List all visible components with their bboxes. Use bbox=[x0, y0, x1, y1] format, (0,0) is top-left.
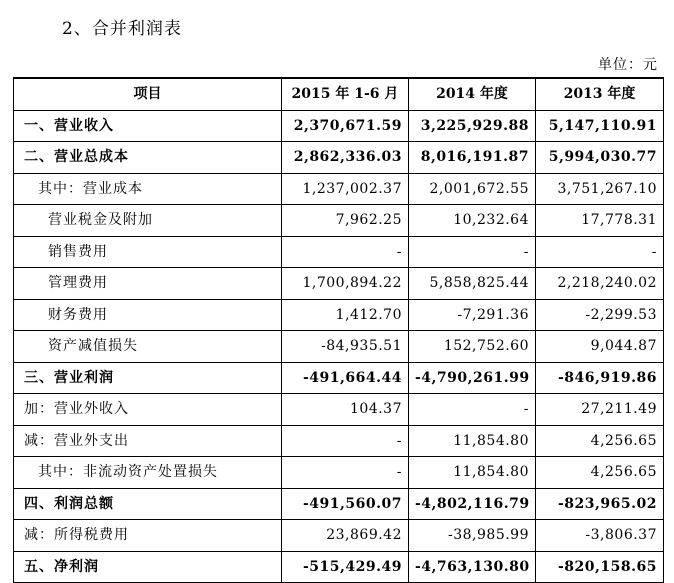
cell-2014: -4,763,130.80 bbox=[409, 551, 536, 583]
row-label: 其中：营业成本 bbox=[14, 173, 282, 205]
cell-2013: 4,256.65 bbox=[536, 425, 664, 457]
cell-2013: 5,147,110.91 bbox=[536, 110, 664, 142]
cell-2014: 10,232.64 bbox=[409, 205, 536, 237]
cell-2013: 5,994,030.77 bbox=[536, 142, 664, 174]
row-label: 财务费用 bbox=[14, 299, 282, 331]
table-row bbox=[14, 299, 664, 331]
header-2015-h1: 2015 年 1-6 月 bbox=[282, 78, 409, 110]
table-row bbox=[14, 110, 664, 142]
cell-2014: - bbox=[409, 236, 536, 268]
cell-2015-h1: - bbox=[282, 236, 409, 268]
table-row bbox=[14, 362, 664, 394]
table-row bbox=[14, 520, 664, 552]
cell-2015-h1: -491,560.07 bbox=[282, 488, 409, 520]
cell-2013: 9,044.87 bbox=[536, 331, 664, 363]
cell-2014: 11,854.80 bbox=[409, 425, 536, 457]
row-label: 二、营业总成本 bbox=[14, 142, 282, 174]
cell-2014: 152,752.60 bbox=[409, 331, 536, 363]
cell-2015-h1: -84,935.51 bbox=[282, 331, 409, 363]
cell-2014: -4,802,116.79 bbox=[409, 488, 536, 520]
unit-label: 单位：元 bbox=[598, 57, 658, 73]
page-title: 2、合并利润表 bbox=[62, 19, 182, 39]
cell-2013: -823,965.02 bbox=[536, 488, 664, 520]
row-label: 四、利润总额 bbox=[14, 488, 282, 520]
table-row bbox=[14, 268, 664, 300]
cell-2015-h1: - bbox=[282, 425, 409, 457]
cell-2013: - bbox=[536, 236, 664, 268]
table-row bbox=[14, 331, 664, 363]
row-label: 销售费用 bbox=[14, 236, 282, 268]
row-label: 五、净利润 bbox=[14, 551, 282, 583]
table-row bbox=[14, 173, 664, 205]
header-item: 项目 bbox=[14, 78, 282, 110]
cell-2014: -7,291.36 bbox=[409, 299, 536, 331]
cell-2013: 4,256.65 bbox=[536, 457, 664, 489]
cell-2015-h1: -515,429.49 bbox=[282, 551, 409, 583]
cell-2013: -3,806.37 bbox=[536, 520, 664, 552]
row-label: 减：营业外支出 bbox=[14, 425, 282, 457]
table-row bbox=[14, 425, 664, 457]
cell-2014: 5,858,825.44 bbox=[409, 268, 536, 300]
table-body bbox=[14, 110, 664, 583]
cell-2014: - bbox=[409, 394, 536, 426]
row-label: 减：所得税费用 bbox=[14, 520, 282, 552]
cell-2015-h1: 23,869.42 bbox=[282, 520, 409, 552]
cell-2013: 27,211.49 bbox=[536, 394, 664, 426]
table-row bbox=[14, 551, 664, 583]
cell-2015-h1: -491,664.44 bbox=[282, 362, 409, 394]
row-label: 其中：非流动资产处置损失 bbox=[14, 457, 282, 489]
table-row bbox=[14, 457, 664, 489]
cell-2013: 2,218,240.02 bbox=[536, 268, 664, 300]
cell-2013: -2,299.53 bbox=[536, 299, 664, 331]
row-label: 管理费用 bbox=[14, 268, 282, 300]
cell-2014: -38,985.99 bbox=[409, 520, 536, 552]
cell-2014: 8,016,191.87 bbox=[409, 142, 536, 174]
cell-2013: -820,158.65 bbox=[536, 551, 664, 583]
table-row bbox=[14, 236, 664, 268]
cell-2015-h1: 1,412.70 bbox=[282, 299, 409, 331]
row-label: 营业税金及附加 bbox=[14, 205, 282, 237]
cell-2013: 3,751,267.10 bbox=[536, 173, 664, 205]
row-label: 加：营业外收入 bbox=[14, 394, 282, 426]
cell-2014: 3,225,929.88 bbox=[409, 110, 536, 142]
cell-2015-h1: 1,237,002.37 bbox=[282, 173, 409, 205]
row-label: 一、营业收入 bbox=[14, 110, 282, 142]
table-row bbox=[14, 394, 664, 426]
cell-2015-h1: 7,962.25 bbox=[282, 205, 409, 237]
cell-2015-h1: 2,862,336.03 bbox=[282, 142, 409, 174]
cell-2013: -846,919.86 bbox=[536, 362, 664, 394]
cell-2014: 11,854.80 bbox=[409, 457, 536, 489]
cell-2014: -4,790,261.99 bbox=[409, 362, 536, 394]
table-row bbox=[14, 205, 664, 237]
cell-2014: 2,001,672.55 bbox=[409, 173, 536, 205]
row-label: 三、营业利润 bbox=[14, 362, 282, 394]
cell-2013: 17,778.31 bbox=[536, 205, 664, 237]
header-2013: 2013 年度 bbox=[536, 78, 664, 110]
cell-2015-h1: 1,700,894.22 bbox=[282, 268, 409, 300]
table-header-row bbox=[14, 78, 664, 110]
cell-2015-h1: 2,370,671.59 bbox=[282, 110, 409, 142]
cell-2015-h1: - bbox=[282, 457, 409, 489]
table-row bbox=[14, 488, 664, 520]
header-2014: 2014 年度 bbox=[409, 78, 536, 110]
income-statement-table bbox=[13, 77, 664, 583]
row-label: 资产减值损失 bbox=[14, 331, 282, 363]
table-row bbox=[14, 142, 664, 174]
cell-2015-h1: 104.37 bbox=[282, 394, 409, 426]
